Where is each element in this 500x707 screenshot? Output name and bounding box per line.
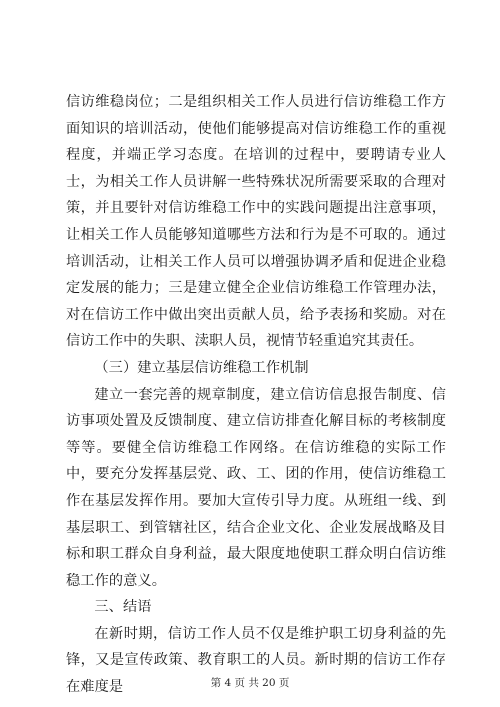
section-heading-conclusion: 三、结语	[94, 599, 152, 616]
page-number-footer: 第 4 页 共 20 页	[210, 677, 290, 689]
section-heading-mechanism: （三）建立基层信访维稳工作机制	[94, 359, 309, 376]
document-body	[66, 89, 446, 701]
paragraph-mechanism: 建立一套完善的规章制度，建立信访信息报告制度、信访事项处置及反馈制度、建立信访排查化解目标的考核制度等等。要健全信访维稳工作网络。在信访维稳的实际工作中，要充分发挥基层党、政、工、团的作用，使信访维稳工作在基层发挥作用。要加大宣传引导力度。从班组一线、到基层职工、到管辖社区，结合企业文化、企业发展战略及目标和职工群众自身利益，最大限度地使职工群众明白信访维稳工作的意义。	[66, 386, 446, 589]
paragraph-conclusion: 在新时期，信访工作人员不仅是维护职工切身利益的先锋，又是宣传政策、教育职工的人员。新时期的信访工作存在难度是	[66, 625, 446, 696]
paragraph-training: 信访维稳岗位；二是组织相关工作人员进行信访维稳工作方面知识的培训活动，使他们能够提高对信访维稳工作的重视程度，并端正学习态度。在培训的过程中，要聘请专业人士，为相关工作人员讲解一些特殊状况所需要采取的合理对策，并且要针对信访维稳工作中的实践问题提出注意事项，让相关工作人员能够知道哪些方法和行为是不可取的。通过培训活动，让相关工作人员可以增强协调矛盾和促进企业稳定发展的能力；三是建立健全企业信访维稳工作管理办法，对在信访工作中做出突出贡献人员，给予表扬和奖励。对在信访工作中的失职、渎职人员，视情节轻重追究其责任。	[66, 94, 446, 350]
